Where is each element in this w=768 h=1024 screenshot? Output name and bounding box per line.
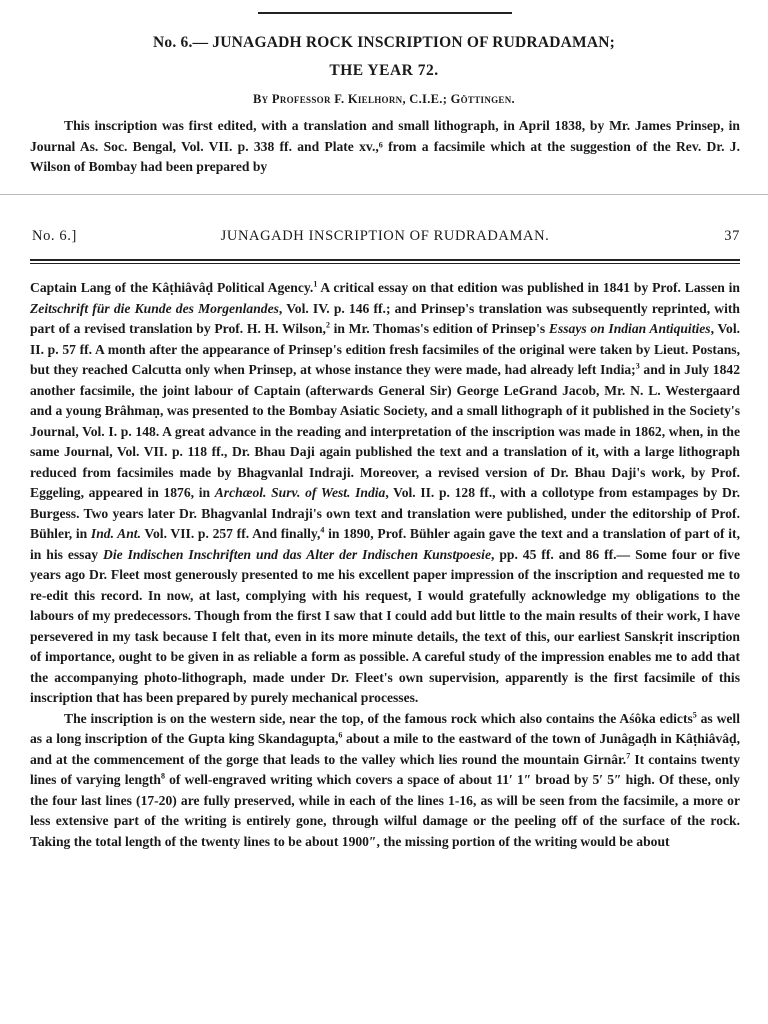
preceding-paragraph: [30, 116, 740, 178]
article-year: THE YEAR 72.: [329, 62, 439, 79]
footnote-marker: 7: [626, 750, 631, 760]
running-head-rule-2: [30, 263, 740, 264]
footnote-marker: 1: [313, 279, 318, 289]
italic-title: Die Indischen Inschriften und das Alter der Indischen Kunstpoesie: [103, 546, 491, 562]
article-title: No. 6.— JUNAGADH ROCK INSCRIPTION OF RUDRADAMAN;: [153, 34, 615, 51]
text-run: Captain Lang of the Kâṭhiâvâḍ Political Agency.: [30, 280, 314, 295]
page-separator: [0, 194, 768, 195]
running-head-number: No. 6.]: [32, 228, 77, 244]
main-text: [30, 278, 740, 852]
text-run: , Vol. II. p. 128 ff., with a collotype from estampages by Dr. Burgess. Two years later Dr. Bhagvanlal Indraji's own text and translation were published, under the editorship of Prof. Bühler, in: [30, 485, 740, 541]
text-run: , Vol. II. p. 57 ff. A month after the appearance of Prinsep's edition fresh facsimiles of the original were taken by Lieut. Postans, but they reached Calcutta only when Prinsep, at whose instance they were made, had already left India;: [30, 321, 740, 377]
running-head-title: JUNAGADH INSCRIPTION OF RUDRADAMAN.: [220, 228, 550, 244]
text-run: A critical essay on that edition was published in 1841 by Prof. Lassen in: [317, 280, 740, 295]
italic-title: Archæol. Surv. of West. India: [214, 485, 386, 500]
author-name: F. Kielhorn, C.I.E.; Göttingen.: [334, 92, 515, 106]
page-number: 37: [724, 228, 740, 244]
footnote-marker: 8: [160, 771, 165, 781]
paragraph-history: [30, 278, 740, 709]
italic-title: Essays on Indian Antiquities: [548, 321, 711, 336]
text-run: and in July 1842 another facsimile, the joint labour of Captain (afterwards General Sir) George LeGrand Jacob, Mr. N. L. Westergaard and a young Brâhmaṇ, was presented to the Bombay Asiatic Society, and a small lithograph of it published in the Society's Journal, Vol. I. p. 148. A great advance in the reading and interpretation of the inscription was made in 1862, when, in the same Journal, Vol. VII. p. 118 ff., Dr. Bhau Daji again published the text and a translation of it, with a large lithograph reduced from facsimiles made by Bhagvanlal Indraji. Moreover, a revised version of Dr. Bhau Daji's work, by Prof. Eggeling, appeared in 1876, in: [30, 362, 740, 500]
text-run: in Mr. Thomas's edition of Prinsep's: [329, 321, 549, 336]
text-run: as well as a long inscription of the Gupta king Skandagupta,: [30, 710, 740, 746]
text-run: in 1890, Prof. Bühler again gave the text and a translation of part of it, in his essay: [30, 526, 740, 562]
footnote-marker: 5: [692, 709, 697, 719]
text-run: The inscription is on the western side, near the top, of the famous rock which also contains the Aśôka edicts: [64, 710, 693, 726]
footnote-marker: 4: [320, 525, 325, 535]
preceding-text: This inscription was first edited, with a translation and small lithograph, in April 1838, by Mr. James Prinsep, in Journal As. Soc. Bengal, Vol. VII. p. 338 ff. and Plate xv.,⁶ from a facsimile which at the suggestion of the Rev. Dr. J. Wilson of Bombay had been prepared by: [30, 118, 740, 174]
running-head-rule-1: [30, 259, 740, 261]
italic-title: Zeitschrift für die Kunde des Morgenlandes: [30, 300, 279, 316]
footnote-marker: 6: [338, 730, 343, 740]
article-author: [0, 92, 768, 107]
text-run: , pp. 45 ff. and 86 ff.— Some four or five years ago Dr. Fleet most generously presented to me his excellent paper impression of the inscription and requested me to re-edit this record. In now, at last, complying with his request, I would gratefully acknowledge my obligations to the labours of my predecessors. Though from the first I saw that I could add but little to the main results of their work, I have persevered in my task because I felt that, even in its more minute details, the text of this, our earliest Sanskṛit inscription of importance, ought to be given in as reliable a form as possible. A careful study of the impression enables me to add that the accompanying photo-lithograph, made under Dr. Fleet's own supervision, apparently is the first facsimile of this inscription that has been prepared by purely mechanical processes.: [30, 546, 740, 705]
italic-title: Ind. Ant.: [90, 526, 141, 541]
text-run: , Vol. IV. p. 146 ff.; and Prinsep's translation was subsequently reprinted, with part of a revised translation by Prof. H. H. Wilson,: [30, 300, 740, 336]
text-run: Vol. VII. p. 257 ff. And finally,: [140, 526, 321, 541]
text-run: about a mile to the eastward of the town of Junâgaḍh in Kâṭhiâvâḍ, and at the commencement of the gorge that leads to the valley which lies round the mountain Girnâr.: [30, 731, 740, 767]
running-head: [30, 228, 740, 250]
text-run: of well-engraved writing which covers a space of about 11′ 1″ broad by 5′ 5″ high. Of these, only the four last lines (17-20) are fully preserved, while in each of the lines 1-16, as will be seen from the facsimile, a more or less extensive part of the writing is entirely gone, through wilful damage or the peeling off of the surface of the rock. Taking the total length of the twenty lines to be about 1900″, the missing portion of the writing would be about: [30, 772, 740, 849]
paragraph-location: [30, 709, 740, 853]
top-rule: [258, 12, 512, 14]
author-prefix: By Professor: [253, 92, 331, 106]
footnote-marker: 3: [635, 361, 640, 371]
footnote-marker: 2: [325, 320, 330, 330]
text-run: It contains twenty lines of varying length: [30, 751, 740, 787]
